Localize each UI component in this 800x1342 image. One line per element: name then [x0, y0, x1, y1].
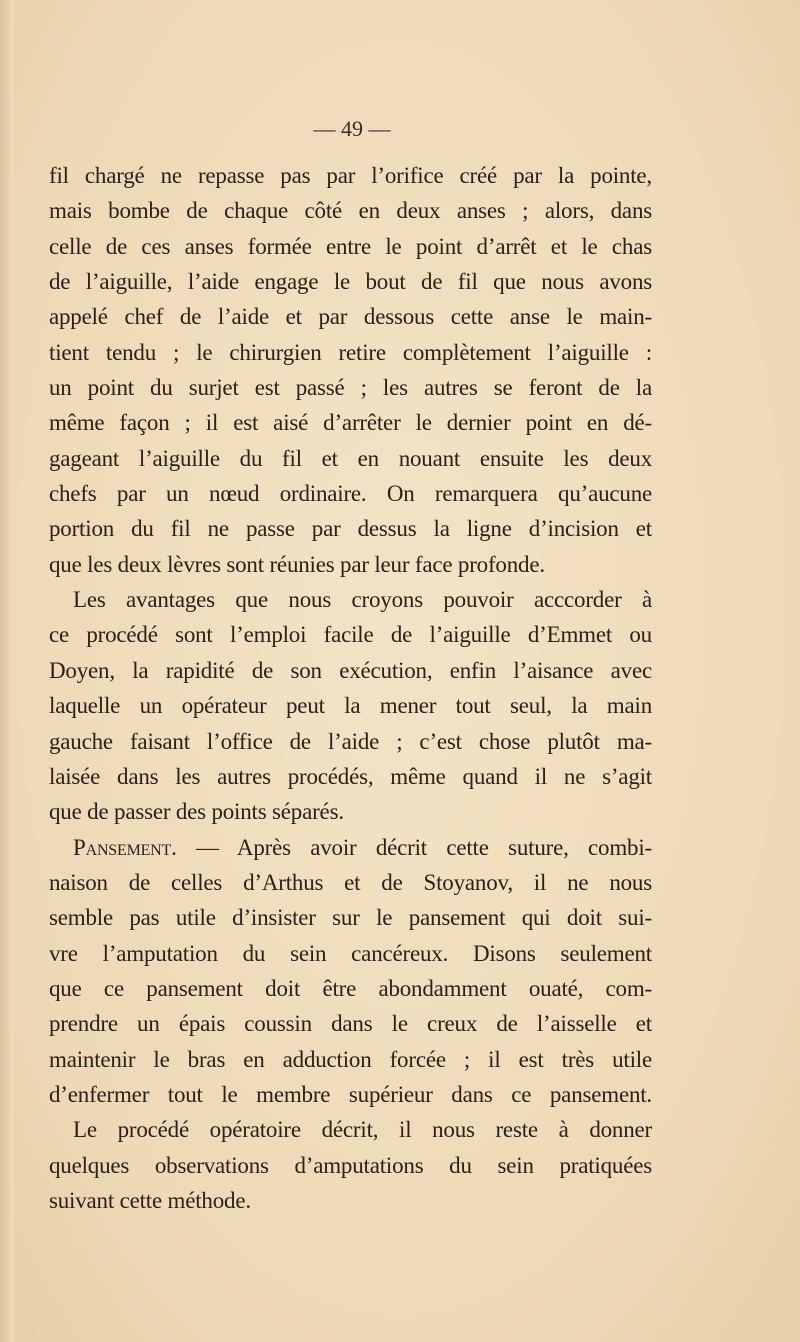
text-line: que les deux lèvres sont réunies par leur face profonde.: [49, 551, 545, 577]
text-line: laisée dans les autres procédés, même quand il ne s’agit: [49, 763, 652, 789]
text-line: suivant cette méthode.: [49, 1187, 251, 1213]
text-line: vre l’amputation du sein cancéreux. Disons seulement: [49, 940, 652, 966]
text-line: ce procédé sont l’emploi facile de l’aiguille d’Emmet ou: [49, 622, 652, 648]
body-text: [49, 158, 652, 1218]
text-line: celle de ces anses formée entre le point d’arrêt et le chas: [49, 233, 652, 259]
page-edge: [0, 0, 14, 1342]
text-line: prendre un épais coussin dans le creux de l’aisselle et: [49, 1011, 652, 1037]
text-line: laquelle un opérateur peut la mener tout seul, la main: [49, 693, 652, 719]
text-line: que ce pansement doit être abondamment ouaté, com-: [49, 975, 652, 1001]
text-line: chefs par un nœud ordinaire. On remarquera qu’aucune: [49, 481, 652, 507]
text-line: un point du surjet est passé ; les autres se feront de la: [49, 375, 652, 401]
text-line: fil chargé ne repasse pas par l’orifice créé par la pointe,: [49, 163, 652, 188]
section-heading: Pansement.: [73, 834, 177, 860]
text-line: de l’aiguille, l’aide engage le bout de fil que nous avons: [49, 269, 652, 295]
text-line: d’enfermer tout le membre supérieur dans ce pansement.: [49, 1081, 652, 1107]
text-line: Le procédé opératoire décrit, il nous reste à donner: [73, 1117, 652, 1143]
text-line: — Après avoir décrit cette suture, combi-: [196, 834, 652, 860]
page-number: — 49 —: [313, 116, 391, 141]
text-line: appelé chef de l’aide et par dessous cette anse le main-: [49, 304, 652, 330]
text-line: gauche faisant l’office de l’aide ; c’est chose plutôt ma-: [49, 728, 652, 754]
text-line: portion du fil ne passe par dessus la ligne d’incision et: [49, 516, 652, 542]
text-line: mais bombe de chaque côté en deux anses ; alors, dans: [49, 198, 652, 224]
text-line: naison de celles d’Arthus et de Stoyanov, il ne nous: [49, 869, 652, 895]
text-line: que de passer des points séparés.: [49, 799, 344, 825]
text-line: quelques observations d’amputations du sein pratiquées: [49, 1152, 652, 1178]
text-line: tient tendu ; le chirurgien retire complètement l’aiguille :: [49, 339, 652, 365]
section-line: [49, 830, 652, 865]
text-line: Doyen, la rapidité de son exécution, enfin l’aisance avec: [49, 657, 652, 683]
text-line: gageant l’aiguille du fil et en nouant ensuite les deux: [49, 445, 652, 471]
text-line: même façon ; il est aisé d’arrêter le dernier point en dé-: [49, 410, 652, 436]
text-line: Les avantages que nous croyons pouvoir acccorder à: [73, 587, 652, 613]
text-line: semble pas utile d’insister sur le pansement qui doit sui-: [49, 905, 652, 931]
text-line: maintenir le bras en adduction forcée ; il est très utile: [49, 1046, 652, 1072]
